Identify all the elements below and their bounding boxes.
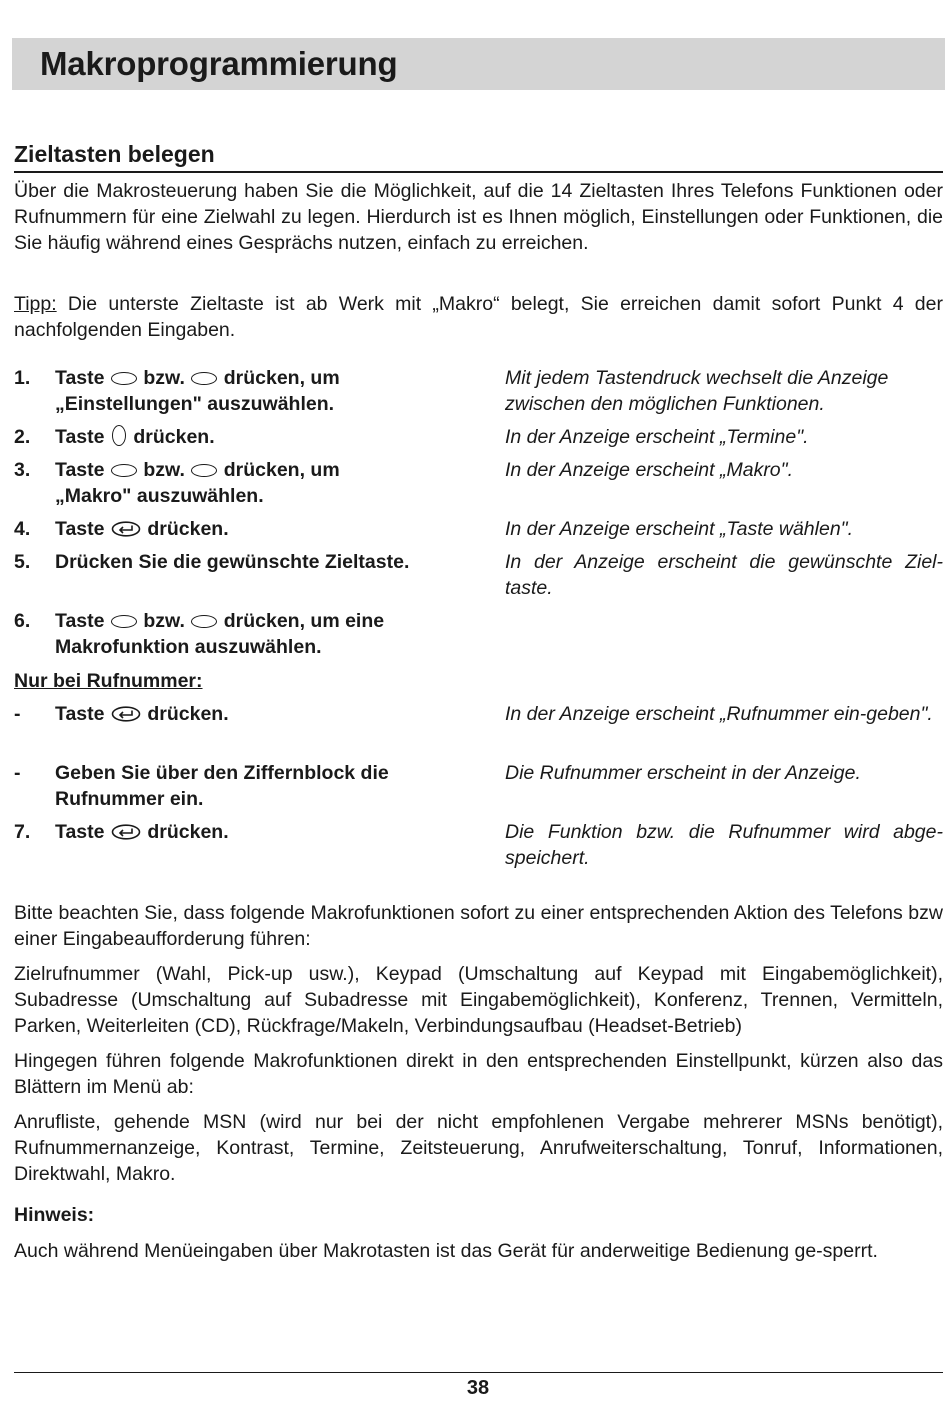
step-number: 3. bbox=[14, 459, 31, 481]
ok-key-icon bbox=[111, 824, 141, 840]
step-number: 6. bbox=[14, 610, 31, 632]
step-instruction bbox=[55, 516, 495, 542]
step-result: In der Anzeige erscheint „Taste wählen". bbox=[505, 518, 854, 540]
footer-rule bbox=[14, 1372, 943, 1373]
step-instruction bbox=[55, 424, 495, 450]
up-key-icon bbox=[111, 372, 137, 385]
step-instruction bbox=[55, 819, 495, 845]
step-text: „Einstellungen" auszuwählen. bbox=[55, 393, 335, 415]
body-paragraph-3: Hingegen führen folgende Makrofunktionen direkt in den entsprechenden Einstellpunkt, kürzen also das Blättern im Menü ab: bbox=[14, 1050, 943, 1098]
step-result-text: In der Anzeige erscheint die gewünschte Ziel-taste. bbox=[505, 551, 943, 599]
step-text: bzw. bbox=[143, 367, 185, 389]
step-result bbox=[505, 549, 943, 601]
step-text: drücken. bbox=[133, 426, 215, 448]
body-paragraph-2: Zielrufnummer (Wahl, Pick-up usw.), Keypad (Umschaltung auf Keypad mit Eingabemöglichkeit), Subadresse (Umschaltung auf Subadresse mit Eingabemöglichkeit), Konferenz, Trennen, Vermitteln, Parken, Weiterleiten (CD), Rückfrage/Makeln, Verbindungsaufbau (Headset-Betrieb) bbox=[14, 963, 943, 1037]
ok-key-icon bbox=[111, 521, 141, 537]
step-number: - bbox=[14, 703, 21, 725]
step-instruction bbox=[55, 457, 495, 509]
step-text: Taste bbox=[55, 610, 105, 632]
step-result: In der Anzeige erscheint „Makro". bbox=[505, 459, 793, 481]
note-text: Auch während Menüeingaben über Makrotasten ist das Gerät für anderweitige Bedienung ge-sperrt. bbox=[14, 1240, 878, 1262]
step-text: Taste bbox=[55, 821, 105, 843]
step-text: Taste bbox=[55, 459, 105, 481]
step-instruction bbox=[55, 365, 495, 417]
page-title: Makroprogrammierung bbox=[40, 45, 398, 82]
rufnummer-heading: Nur bei Rufnummer: bbox=[14, 670, 203, 692]
page-number: 38 bbox=[466, 1377, 490, 1399]
step-text: Taste bbox=[55, 518, 105, 540]
tip-paragraph bbox=[14, 291, 943, 343]
up-key-icon bbox=[111, 615, 137, 628]
step-text: bzw. bbox=[143, 459, 185, 481]
body-paragraph-4: Anrufliste, gehende MSN (wird nur bei der nicht empfohlenen Vergabe mehrerer MSNs benötigt), Rufnummernanzeige, Kontrast, Termine, Zeitsteuerung, Anrufweiterschaltung, Tonruf, Informationen, Direktwahl, Makro. bbox=[14, 1111, 943, 1185]
step-text: Taste bbox=[55, 703, 105, 725]
down-key-icon bbox=[191, 615, 217, 628]
intro-paragraph: Über die Makrosteuerung haben Sie die Möglichkeit, auf die 14 Zieltasten Ihres Telefons Funktionen oder Rufnummern für eine Zielwahl zu legen. Hierdurch ist es Ihnen möglich, Einstellungen oder Funktionen, die Sie häufig während eines Gesprächs nutzen, einfach zu erreichen. bbox=[14, 180, 943, 254]
step-number: 4. bbox=[14, 518, 31, 540]
step-result: In der Anzeige erscheint „Rufnummer ein-geben". bbox=[505, 703, 933, 725]
section-heading bbox=[14, 139, 943, 173]
note-heading: Hinweis: bbox=[14, 1204, 95, 1226]
body-paragraph-1: Bitte beachten Sie, dass folgende Makrofunktionen sofort zu einer entsprechenden Aktion des Telefons bzw einer Eingabeaufforderung führen: bbox=[14, 902, 943, 950]
step-text: Taste bbox=[55, 367, 105, 389]
down-key-icon bbox=[191, 464, 217, 477]
step-result: In der Anzeige erscheint „Termine". bbox=[505, 426, 809, 448]
title-bar bbox=[12, 38, 945, 90]
section-title: Zieltasten belegen bbox=[14, 141, 215, 167]
step-instruction bbox=[55, 608, 495, 660]
step-text: drücken, um bbox=[223, 459, 340, 481]
step-result: Die Rufnummer erscheint in der Anzeige. bbox=[505, 762, 861, 784]
step-number: 5. bbox=[14, 551, 31, 573]
step-text: Makrofunktion auszuwählen. bbox=[55, 636, 322, 658]
menu-key-icon bbox=[112, 425, 126, 446]
step-text: Taste bbox=[55, 426, 105, 448]
step-instruction: Drücken Sie die gewünschte Zieltaste. bbox=[55, 551, 410, 573]
step-text: bzw. bbox=[143, 610, 185, 632]
step-text: drücken, um eine bbox=[223, 610, 385, 632]
step-number: 7. bbox=[14, 821, 31, 843]
step-result: Mit jedem Tastendruck wechselt die Anzeige zwischen den möglichen Funktionen. bbox=[505, 367, 889, 415]
tip-text: Die unterste Zieltaste ist ab Werk mit „Makro“ belegt, Sie erreichen damit sofort Punkt 4 der nachfolgenden Eingaben. bbox=[14, 293, 943, 341]
step-result: Die Funktion bzw. die Rufnummer wird abge-speichert. bbox=[505, 821, 943, 869]
step-number: - bbox=[14, 762, 21, 784]
step-text: drücken. bbox=[147, 821, 229, 843]
ok-key-icon bbox=[111, 706, 141, 722]
step-instruction bbox=[55, 760, 495, 812]
step-text: Geben Sie über den Ziffernblock die bbox=[55, 762, 389, 784]
down-key-icon bbox=[191, 372, 217, 385]
step-text: drücken. bbox=[147, 518, 229, 540]
step-text: „Makro" auszuwählen. bbox=[55, 485, 264, 507]
step-text: drücken, um bbox=[223, 367, 340, 389]
step-number: 2. bbox=[14, 426, 31, 448]
step-number: 1. bbox=[14, 367, 31, 389]
tip-label: Tipp: bbox=[14, 293, 57, 315]
step-instruction bbox=[55, 701, 495, 727]
step-text: Rufnummer ein. bbox=[55, 788, 204, 810]
step-text: drücken. bbox=[147, 703, 229, 725]
up-key-icon bbox=[111, 464, 137, 477]
